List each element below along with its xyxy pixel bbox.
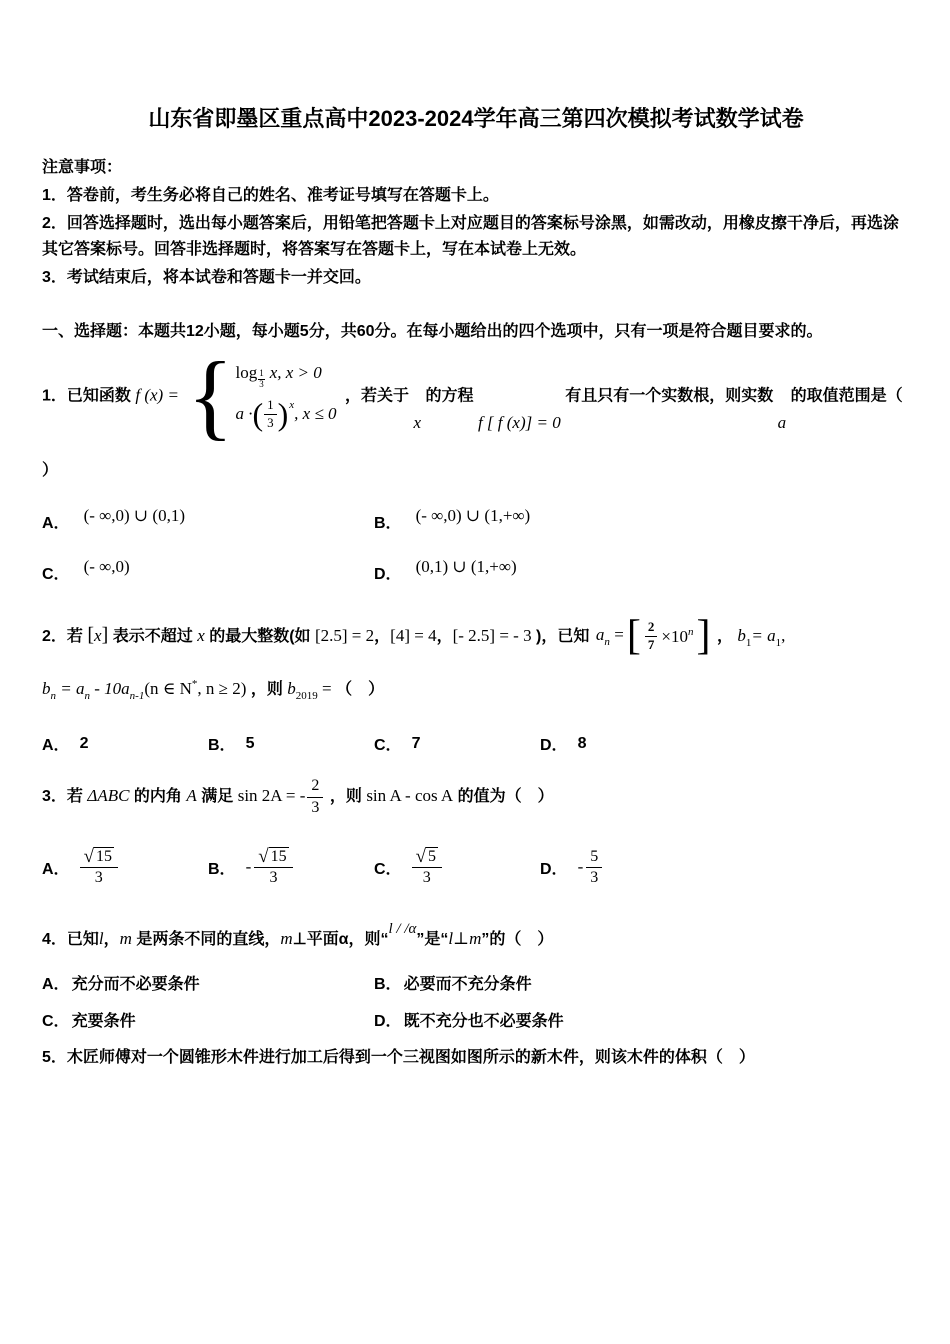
right-paren: ) [277,395,289,432]
piecewise-row2-condition: , x ≤ 0 [294,403,337,423]
q2-text-8: （ ） [336,681,385,699]
fraction-numerator: 2 [645,620,658,637]
option-b-value: (- ∞,0) ∪ (1,+∞) [415,505,531,525]
fraction-denominator: 3 [311,798,320,816]
q1-mid-text-3: 有且只有一个实数根，则实数 [565,387,774,405]
option-a-value: 充分而不必要条件 [71,975,200,993]
option-c-value: 7 [411,734,421,752]
times-ten-power [661,625,693,649]
denominator: 3 [590,868,599,886]
q5-text: 木匠师傅对一个圆锥形木件进行加工后得到一个三视图如图所示的新木件，则该木件的体积（ ） [66,1048,755,1066]
an-lhs [596,624,624,650]
option-c-label: C． [42,1012,70,1030]
an-equals: = [614,624,624,644]
q1-option-a [42,505,374,533]
q1-variable-a: a [777,412,787,432]
one-third-fraction [264,398,277,431]
option-a-value: 2 [79,734,89,752]
denominator: 3 [422,869,431,887]
sin-minus-cos-expression: sin A - cos A [366,786,454,806]
option-a-label: A． [42,975,70,993]
fraction-denominator: 3 [267,414,274,430]
q4-text-4: ”是“ [416,930,449,948]
question-1-stem [42,342,910,449]
question-4-stem [42,920,910,951]
q2-variable-x: x [197,625,205,645]
option-a-fraction [80,847,118,888]
option-a-label: A． [42,737,70,755]
q3-text-1: 若 [66,788,83,806]
q3-text-4: ，则 [329,788,362,806]
q1-close-paren: ） [42,461,59,479]
question-5-stem [42,1047,910,1069]
q2-text-1: 若 [66,627,83,645]
option-b-label: B． [374,975,402,993]
b1-equals-a: = a [751,625,776,645]
option-d-value: (0,1) ∪ (1,+∞) [415,556,517,576]
log-base-denominator: 3 [259,379,264,389]
option-b-value: 5 [245,734,255,752]
sqrt-numerator [412,847,442,868]
option-c-value: (- ∞,0) [83,556,130,576]
minus-sign: - [245,857,252,877]
piecewise-rows [235,362,336,431]
denominator: 3 [269,869,278,887]
two-sevenths-fraction [645,620,658,653]
q1-option-c [42,556,374,584]
q4-number: 4． [42,930,67,948]
q1-options [42,505,910,584]
q2-text-5: ， [716,627,733,645]
q1-mid-text-1: ，若关于 [345,387,410,405]
fraction-numerator: 1 [264,398,277,415]
radical-icon: √ [83,846,94,868]
an-subscript: n [84,690,90,703]
q4-text-2: 是两条不同的直线， [136,930,281,948]
q2-text-7: ，则 [250,681,283,699]
notice-item-1: 1．答卷前，考生务必将自己的姓名、准考证号填写在答题卡上。 [42,187,499,204]
q1-mid-text-4: 的取值范围是（ [790,387,903,405]
radical-icon: √ [258,846,269,868]
denominator: 3 [94,869,103,887]
q3-number: 3． [42,788,67,806]
log-base-fraction [258,369,265,390]
radicand: 15 [270,848,287,866]
q2-b2019 [287,679,332,703]
q5-number: 5． [42,1048,67,1066]
an-variable: a [595,624,605,644]
radicand: 5 [428,848,436,866]
floor-example-2: [4] = 4 [390,625,437,645]
question-3-stem [42,777,910,817]
b1-variable: b [737,625,746,645]
q3-text-2: 的内角 [133,788,182,806]
perp-variable-m: m [280,928,293,948]
b1-subscript: 1 [745,636,752,649]
an-subscript: n [604,635,610,648]
q2-option-a [42,732,208,755]
option-b-label: B． [208,860,236,878]
q4-comma: ， [103,930,120,948]
sqrt-numerator [254,847,292,868]
q1-fx-equals: f (x) = [135,385,179,405]
bn-condition-close: , n ≥ 2) [197,679,247,699]
q4-text-1: 已知 [66,930,99,948]
q2-comma: , [781,625,786,645]
q2-options [42,732,910,755]
floor-variable-x: x [94,625,102,645]
floor-left-bracket: [ [87,623,95,646]
bn-condition-open: (n ∈ N [144,679,192,699]
floor-right-bracket: ] [101,623,109,646]
option-d-fraction [586,848,602,888]
left-paren: ( [252,395,264,432]
q2-text-4: )，已知 [536,627,590,645]
q2-option-b [208,732,374,755]
bn-subscript: n [50,690,56,703]
log-symbol: log [235,363,258,383]
variable-l: l [98,928,104,948]
radicand: 15 [96,848,112,866]
piecewise-row1-expression: x, x > 0 [269,363,322,383]
q1-equation-ffx: f [ f (x)] = 0 [477,412,561,432]
q1-variable-x: x [413,412,422,432]
piecewise-row-2 [235,395,337,432]
notice-heading: 注意事项： [42,159,123,176]
sin2a-equation: sin 2A = - [237,786,306,806]
bn-variable: b [42,679,51,699]
option-c-value: 充要条件 [71,1012,136,1030]
q2-text-2: 表示不超过 [112,627,193,645]
l-perp-m: l⊥m [448,928,482,948]
option-c-label: C． [42,565,70,583]
fraction-numerator: 2 [307,777,323,797]
two-thirds-fraction [307,777,323,817]
an-1-subscript: n-1 [129,690,145,703]
option-b-label: B． [374,514,402,532]
piecewise-brace: { [187,342,234,449]
page-title: 山东省即墨区重点高中2023-2024学年高三第四次模拟考试数学试卷 [148,106,804,131]
b2019-variable: b [287,679,296,699]
option-d-label: D． [374,1012,402,1030]
q3-option-c [374,847,540,888]
numerator: 5 [586,848,602,868]
option-d-value: 8 [577,734,587,752]
option-d-label: D． [540,860,568,878]
option-c-fraction [412,847,442,888]
bn-equals-an: = a [60,679,85,699]
q1-number: 1． [42,387,67,405]
minus-sign: - [577,857,584,877]
q2-bn-formula [42,678,247,703]
triangle-abc: ΔABC [87,786,130,806]
a1-subscript: 1 [775,636,782,649]
b2019-equals: = [322,679,332,699]
option-d-value: 既不充分也不必要条件 [403,1012,564,1030]
q2-text-3: 的最大整数(如 [209,627,311,645]
coefficient-a: a · [235,403,253,423]
q3-text-5: 的值为（ ） [457,788,554,806]
piecewise-row-1 [235,362,336,389]
option-a-label: A． [42,860,70,878]
perp-plane-alpha: ⊥平面α [292,930,349,948]
q2-b1-formula [737,625,786,649]
big-left-bracket: [ [626,612,641,659]
power-n: n [687,625,694,638]
q2-separator-2: ， [436,627,453,645]
notice-item-2: 2．回答选择题时，选出每小题答案后，用铅笔把答题卡上对应题目的答案标号涂黑，如需改动，用橡皮擦干净后，再选涂其它答案标号。回答非选择题时，将答案写在答题卡上，写在本试卷上无效。 [42,215,899,258]
option-d-label: D． [374,565,402,583]
q2-option-c [374,732,540,755]
times-ten: ×10 [661,626,688,646]
notice-item-3: 3．考试结束后，将本试卷和答题卡一并交回。 [42,269,371,286]
option-b-label: B． [208,737,236,755]
q4-text-3: ，则“ [348,930,389,948]
q3-option-b [208,847,374,888]
option-b-value: 必要而不充分条件 [403,975,532,993]
q2-an-formula [595,612,711,659]
q2-option-d [540,732,706,755]
variable-m: m [119,928,132,948]
q4-option-b [374,971,910,994]
radical-icon: √ [415,846,426,868]
q2-separator-1: ， [374,627,391,645]
option-c-label: C． [374,737,402,755]
log-base-numerator: 1 [259,368,264,379]
q1-mid-text-2: 的方程 [425,387,474,405]
big-right-bracket: ] [696,612,711,659]
n-star-superscript: * [191,678,198,691]
option-a-value: (- ∞,0) ∪ (0,1) [83,505,185,525]
exponent-x: x [289,398,295,411]
question-2-stem-line1 [42,612,910,659]
section-1-heading: 一、选择题：本题共12小题，每小题5分，共60分。在每小题给出的四个选项中，只有一项是符合题目要求的。 [42,323,823,340]
q1-lead-text: 已知函数 [66,387,131,405]
q1-option-d [374,556,910,584]
q3-options [42,847,910,888]
q4-option-a [42,971,374,994]
option-a-label: A． [42,514,70,532]
bn-minus-term: - 10a [94,679,130,699]
q3-option-d [540,847,706,888]
option-b-fraction [254,847,292,888]
floor-example-1: [2.5] = 2 [314,625,375,645]
l-parallel-alpha: l / /α [388,920,417,937]
option-c-label: C． [374,860,402,878]
question-2-stem-line2 [42,677,910,704]
q4-option-d [374,1008,910,1031]
b2019-subscript: 2019 [295,690,318,703]
fraction-denominator: 7 [647,637,655,653]
option-d-label: D． [540,737,568,755]
angle-a: A [186,786,197,806]
q2-number: 2． [42,627,67,645]
q4-options [42,971,910,1031]
q3-text-3: 满足 [201,788,234,806]
q1-option-b [374,505,910,533]
sqrt-numerator [80,847,118,868]
q4-text-5: ”的（ ） [481,930,554,948]
q3-option-a [42,847,208,888]
q1-piecewise-function [187,342,337,449]
q4-option-c [42,1008,374,1031]
floor-example-3: [- 2.5] = - 3 [452,625,532,645]
